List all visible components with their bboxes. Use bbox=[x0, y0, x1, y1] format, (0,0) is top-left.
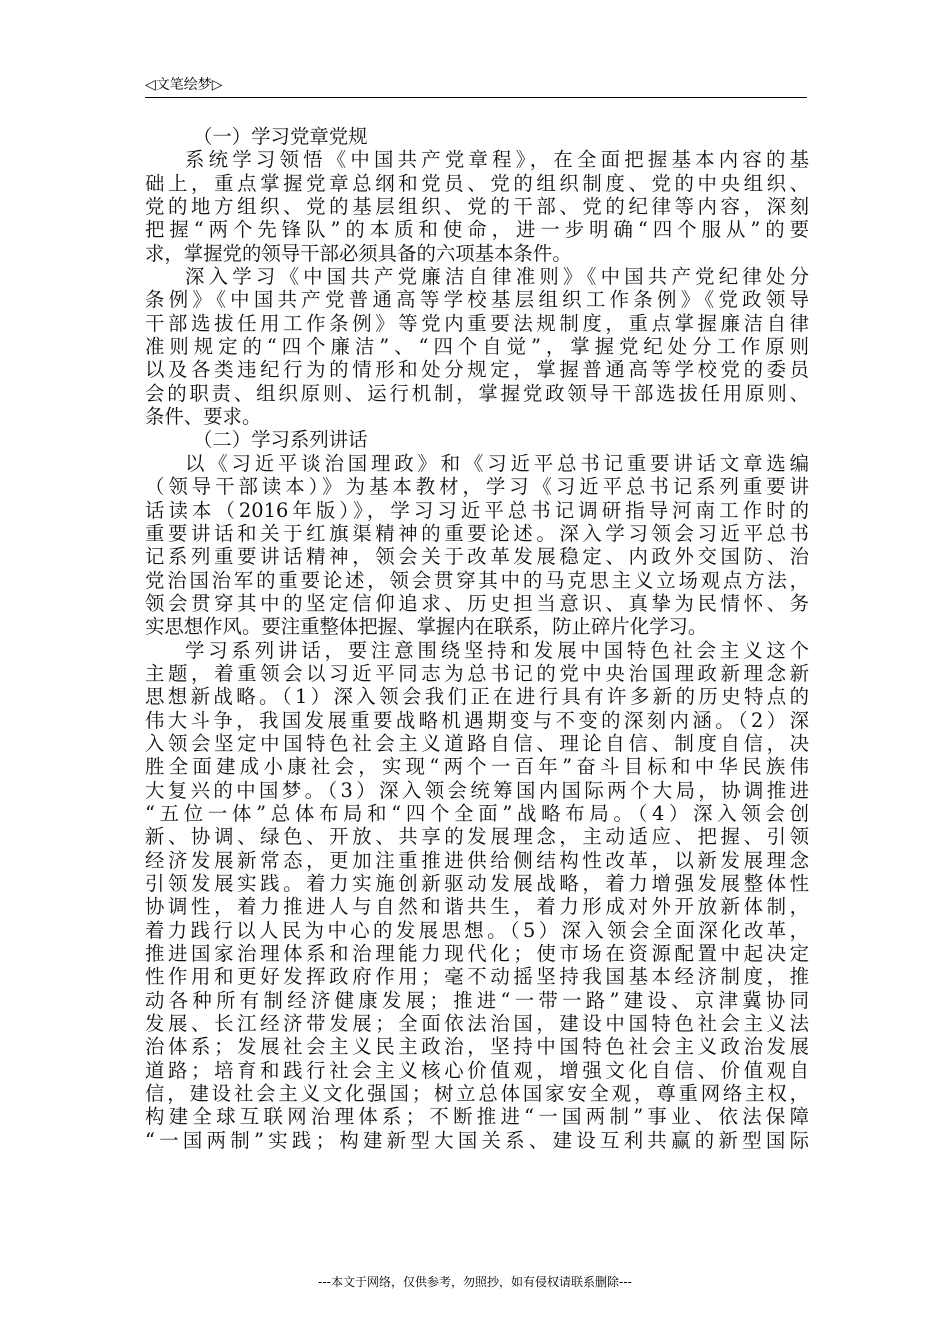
text-line: 引领发展实践。着力实施创新驱动发展战略，着力增强发展整体性 bbox=[145, 872, 809, 895]
header-title: ◁文笔绘梦▷ bbox=[145, 77, 223, 93]
text-line: “五位一体”总体布局和“四个全面”战略布局。（4）深入领会创 bbox=[145, 801, 809, 825]
text-line: 党的地方组织、党的基层组织、党的干部、党的纪律等内容，深刻 bbox=[145, 195, 809, 219]
text-line: 系统学习领悟《中国共产党章程》，在全面把握基本内容的基 bbox=[185, 148, 809, 172]
text-line: 大复兴的中国梦。（3）深入领会统筹国内国际两个大局，协调推进 bbox=[145, 778, 809, 802]
section-heading: （二）学习系列讲话 bbox=[193, 428, 368, 452]
text-line: 条例》《中国共产党普通高等学校基层组织工作条例》《党政领导 bbox=[145, 288, 809, 312]
text-line: 主题，着重领会以习近平同志为总书记的党中央治国理政新理念新 bbox=[145, 661, 809, 685]
text-line: 新、协调、绿色、开放、共享的发展理念，主动适应、把握、引领 bbox=[145, 825, 809, 849]
text-line: 础上，重点掌握党章总纲和党员、党的组织制度、党的中央组织、 bbox=[145, 171, 809, 195]
text-line: 伟大斗争，我国发展重要战略机遇期变与不变的深刻内涵。（2）深 bbox=[145, 708, 809, 732]
text-line: 重要讲话和关于红旗渠精神的重要论述。深入学习领会习近平总书 bbox=[145, 521, 809, 545]
text-line: 信，建设社会主义文化强国；树立总体国家安全观，尊重网络主权， bbox=[145, 1082, 809, 1106]
text-line: 党治国治军的重要论述，领会贯穿其中的马克思主义立场观点方法， bbox=[145, 568, 809, 592]
text-line: 动各种所有制经济健康发展；推进“一带一路”建设、京津冀协同 bbox=[145, 988, 809, 1012]
text-line: 协调性，着力推进人与自然和谐共生，着力形成对外开放新体制， bbox=[145, 895, 809, 919]
footer-disclaimer: ---本文于网络，仅供参考，勿照抄，如有侵权请联系删除--- bbox=[318, 1275, 632, 1289]
text-line: 准则规定的“四个廉洁”、“四个自觉”，掌握党纪处分工作原则 bbox=[145, 335, 809, 359]
text-line: 发展、长江经济带发展；全面依法治国，建设中国特色社会主义法 bbox=[145, 1012, 809, 1036]
text-line: 话读本（2016年版）》，学习习近平总书记调研指导河南工作时的 bbox=[145, 498, 809, 522]
text-line: 推进国家治理体系和治理能力现代化；使市场在资源配置中起决定 bbox=[145, 942, 809, 966]
page-header bbox=[145, 73, 807, 98]
text-line: 实思想作风。要注重整体把握、掌握内在联系，防止碎片化学习。 bbox=[145, 615, 708, 639]
text-line: 构建全球互联网治理体系；不断推进“一国两制”事业、依法保障 bbox=[145, 1105, 809, 1129]
text-line: 深入学习《中国共产党廉洁自律准则》《中国共产党纪律处分 bbox=[185, 265, 809, 289]
section-heading: （一）学习党章党规 bbox=[193, 125, 368, 148]
text-line: 胜全面建成小康社会，实现“两个一百年”奋斗目标和中华民族伟 bbox=[145, 755, 809, 779]
text-line: 着力践行以人民为中心的发展思想。（5）深入领会全面深化改革， bbox=[145, 918, 809, 942]
text-line: 以及各类违纪行为的情形和处分规定，掌握普通高等学校党的委员 bbox=[145, 358, 809, 382]
text-line: 领会贯穿其中的坚定信仰追求、历史担当意识、真挚为民情怀、务 bbox=[145, 591, 809, 615]
text-line: 求，掌握党的领导干部必须具备的六项基本条件。 bbox=[145, 241, 572, 265]
text-line: 道路；培育和践行社会主义核心价值观，增强文化自信、价值观自 bbox=[145, 1058, 809, 1082]
text-line: 条件、要求。 bbox=[145, 405, 262, 429]
text-line: 记系列重要讲话精神，领会关于改革发展稳定、内政外交国防、治 bbox=[145, 545, 809, 569]
text-line: 以《习近平谈治国理政》和《习近平总书记重要讲话文章选编 bbox=[185, 451, 809, 475]
text-line: 治体系；发展社会主义民主政治，坚持中国特色社会主义政治发展 bbox=[145, 1035, 809, 1059]
text-line: 把握“两个先锋队”的本质和使命，进一步明确“四个服从”的要 bbox=[145, 218, 809, 242]
text-line: 思想新战略。（1）深入领会我们正在进行具有许多新的历史特点的 bbox=[145, 685, 809, 709]
text-line: （领导干部读本）》为基本教材，学习《习近平总书记系列重要讲 bbox=[145, 475, 809, 499]
text-line: 入领会坚定中国特色社会主义道路自信、理论自信、制度自信，决 bbox=[145, 731, 809, 755]
text-line: 学习系列讲话，要注意围绕坚持和发展中国特色社会主义这个 bbox=[185, 638, 809, 662]
text-line: 干部选拔任用工作条例》等党内重要法规制度，重点掌握廉洁自律 bbox=[145, 311, 809, 335]
text-line: “一国两制”实践；构建新型大国关系、建设互利共赢的新型国际 bbox=[145, 1128, 809, 1152]
text-line: 会的职责、组织原则、运行机制，掌握党政领导干部选拔任用原则、 bbox=[145, 381, 809, 405]
document-body bbox=[145, 125, 809, 1152]
text-line: 经济发展新常态，更加注重推进供给侧结构性改革，以新发展理念 bbox=[145, 848, 809, 872]
text-line: 性作用和更好发挥政府作用；毫不动摇坚持我国基本经济制度，推 bbox=[145, 965, 809, 989]
